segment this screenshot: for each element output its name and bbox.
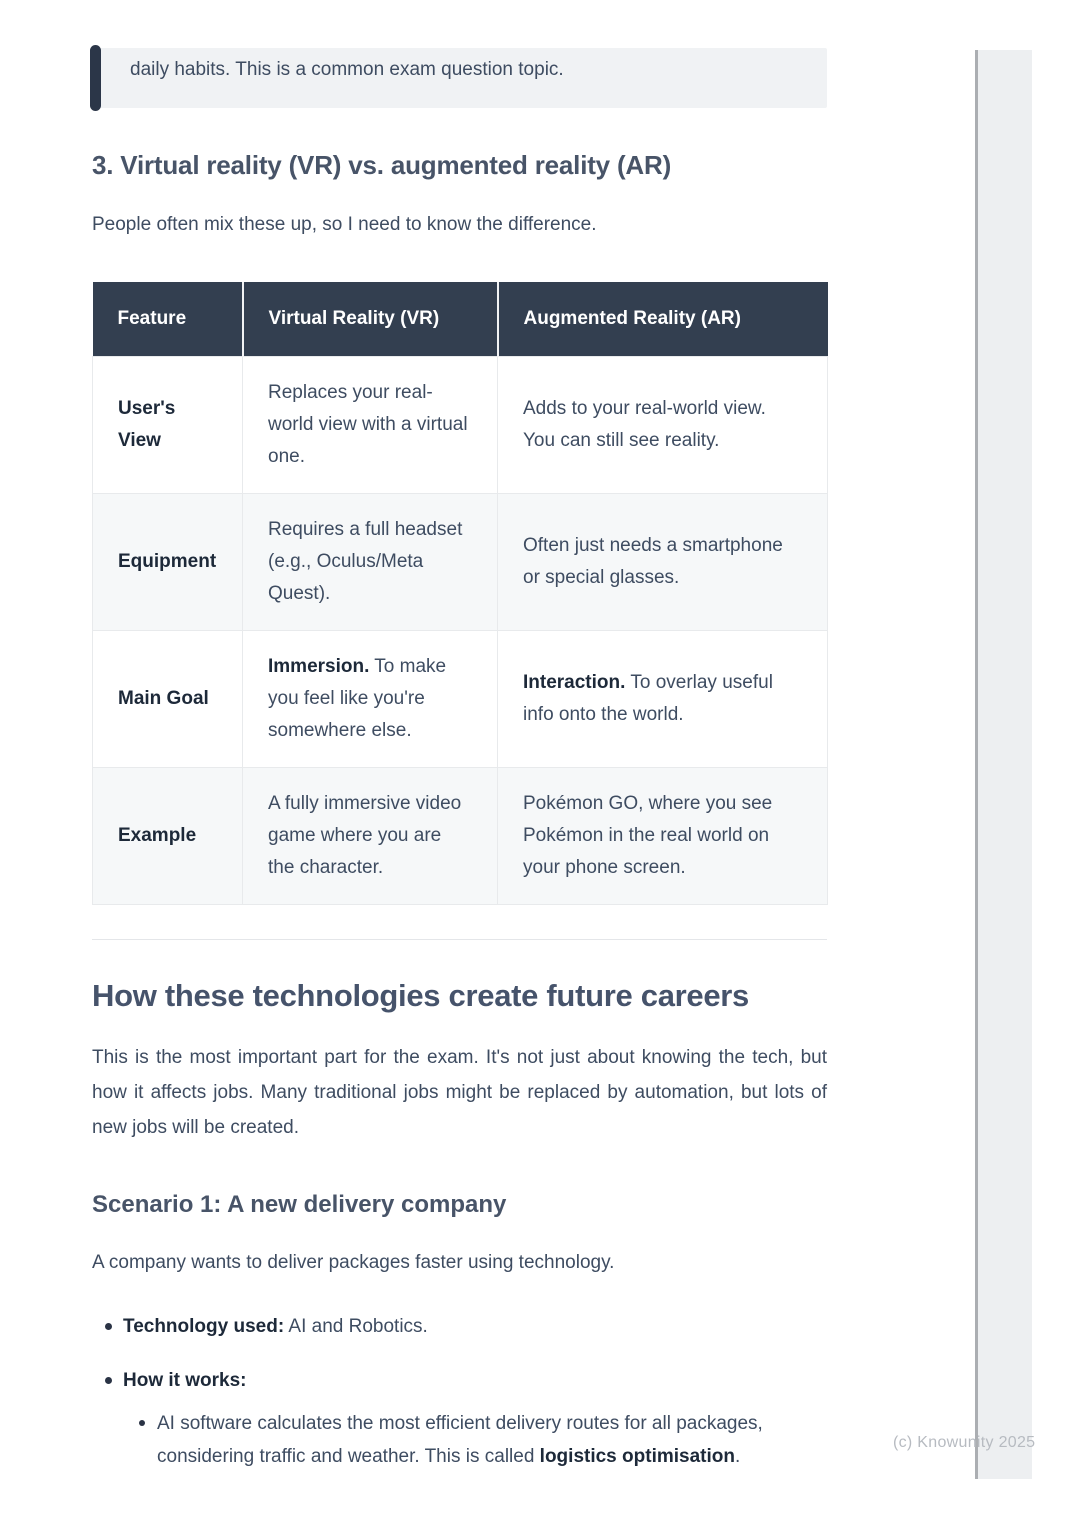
table-row	[93, 494, 828, 631]
ar-cell: Interaction. To overlay useful info onto the world.	[498, 631, 828, 768]
vr-ar-comparison-table	[92, 282, 828, 905]
document-page	[92, 0, 827, 1494]
scenario1-intro-paragraph: A company wants to deliver packages faster using technology.	[92, 1252, 615, 1273]
table-row	[93, 768, 828, 905]
section-heading-vr-vs-ar: 3. Virtual reality (VR) vs. augmented reality (AR)	[92, 150, 672, 180]
table-row	[93, 357, 828, 494]
ar-cell: Adds to your real-world view. You can still see reality.	[498, 357, 828, 494]
row-label: Main Goal	[93, 631, 243, 768]
copyright-watermark: (c) Knowunity 2025	[893, 1434, 1036, 1451]
page-edge-strip	[975, 50, 1032, 1479]
ar-cell: Often just needs a smartphone or special glasses.	[498, 494, 828, 631]
table-row	[93, 631, 828, 768]
list-item: How it works: AI software calculates the most efficient delivery routes for all packages, considering traffic and weather. This is called logistics optimisation.	[92, 1364, 827, 1473]
scenario1-bullet-list	[92, 1310, 827, 1473]
vr-cell: Replaces your real-world view with a virtual one.	[243, 357, 498, 494]
callout-text: daily habits. This is a common exam question topic.	[130, 59, 564, 80]
column-header-vr: Virtual Reality (VR)	[243, 282, 498, 357]
table-header-row	[93, 282, 828, 357]
row-label: Equipment	[93, 494, 243, 631]
list-item: Technology used: AI and Robotics.	[92, 1310, 827, 1343]
vr-cell: Immersion. To make you feel like you're somewhere else.	[243, 631, 498, 768]
row-label: Example	[93, 768, 243, 905]
vr-cell: A fully immersive video game where you are the character.	[243, 768, 498, 905]
scenario1-heading: Scenario 1: A new delivery company	[92, 1191, 507, 1218]
section-divider	[92, 939, 827, 940]
vr-cell: Requires a full headset (e.g., Oculus/Meta Quest).	[243, 494, 498, 631]
nested-bullet-list	[123, 1407, 827, 1473]
list-item: AI software calculates the most efficient delivery routes for all packages, considering traffic and weather. This is called logistics optimisation.	[123, 1407, 827, 1473]
column-header-ar: Augmented Reality (AR)	[498, 282, 828, 357]
careers-heading: How these technologies create future careers	[92, 978, 749, 1013]
section-intro-paragraph: People often mix these up, so I need to know the difference.	[92, 214, 597, 235]
row-label: User's View	[93, 357, 243, 494]
callout-quote	[92, 48, 827, 108]
careers-intro-paragraph: This is the most important part for the exam. It's not just about knowing the tech, but how it affects jobs. Many traditional jobs might be replaced by automation, but lots of new jobs will be created.	[92, 1047, 827, 1138]
quote-left-bar	[90, 45, 101, 111]
ar-cell: Pokémon GO, where you see Pokémon in the real world on your phone screen.	[498, 768, 828, 905]
column-header-feature: Feature	[93, 282, 243, 357]
